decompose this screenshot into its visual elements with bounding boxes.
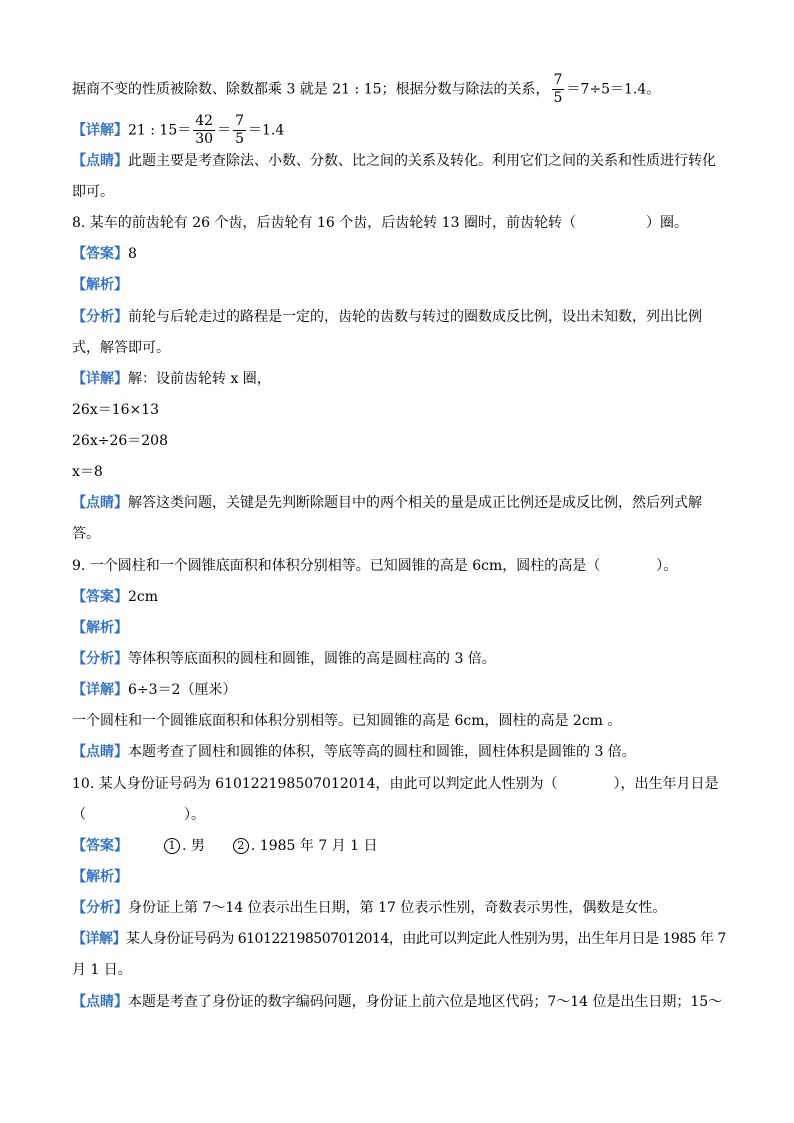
q9-fenxi: 【分析】等体积等底面积的圆柱和圆锥，圆锥的高是圆柱高的 3 倍。 [72,651,496,667]
detail-tag: 【详解】 [72,122,128,139]
comment-tag: 【点睛】 [72,744,128,760]
circled-number-2: 2 [233,838,249,854]
detail-tag: 【详解】 [72,682,128,698]
line-dianjing: 【点睛】此题主要是考查除法、小数、分数、比之间的关系及转化。利用它们之间的关系和性质进行转化 [72,153,716,169]
comment-tag: 【点睛】 [72,495,128,511]
q8-equation-3: x＝8 [72,464,103,480]
text: 据商不变的性质被除数、除数都乘 3 就是 21 : 15；根据分数与除法的关系， [72,81,550,98]
fraction-7-5: $\frac{7}{5}$ [235,113,244,147]
q8-answer: 【答案】8 [72,246,137,262]
line-dianjing-cont: 即可。 [72,184,114,200]
text: ＝7÷5＝1.4。 [566,81,661,98]
q10-xiangjie-cont: 月 1 日。 [72,962,132,978]
question-10-stem-cont: （ ）。 [72,807,205,823]
q8-fenxi: 【分析】前轮与后轮走过的路程是一定的，齿轮的齿数与转过的圈数成反比例，设出未知数，列出比例 [72,309,702,325]
circled-number-1: 1 [164,838,180,854]
question-8-stem: 8. 某车的前齿轮有 26 个齿，后齿轮有 16 个齿，后齿轮转 13 圈时，前齿轮转（ ）圈。 [72,215,688,231]
q8-equation-1: 26x＝16×13 [72,402,160,418]
line-detail-ratio: 【详解】21 : 15＝ $\frac{42}{30}$ ＝ $\frac{7}{5}$ ＝1.4 [72,113,285,147]
q9-analysis-tag: 【解析】 [72,620,128,636]
fenxi-tag: 【分析】 [72,309,128,325]
q9-dianjing: 【点睛】本题考查了圆柱和圆锥的体积，等底等高的圆柱和圆锥，圆柱体积是圆锥的 3 倍。 [72,744,636,760]
fraction-7-5: $\frac{7}{5}$ [553,72,563,106]
q9-answer: 【答案】2cm [72,589,159,605]
comment-tag: 【点睛】 [72,153,128,169]
detail-tag: 【详解】 [72,931,126,947]
line-fraction-relation [72,72,720,107]
answer-tag: 【答案】 [72,838,128,854]
fenxi-tag: 【分析】 [72,900,128,916]
q10-xiangjie: 【详解】某人身份证号码为 610122198507012014，由此可以判定此人性别为男，出生年月日是 1985 年 7 [72,931,726,947]
fraction-42-30: $\frac{42}{30}$ [195,113,214,147]
question-9-stem: 9. 一个圆柱和一个圆锥底面积和体积分别相等。已知圆锥的高是 6cm，圆柱的高是（ ）。 [72,558,678,574]
q10-dianjing: 【点睛】本题是考查了身份证的数字编码问题，身份证上前六位是地区代码；7～14 位是出生日期；15～ [72,994,723,1010]
question-10-stem: 10. 某人身份证号码为 610122198507012014，由此可以判定此人性别为（ ），出生年月日是 [72,776,719,792]
q10-answer: 【答案】 1 . 男 2 . 1985 年 7 月 1 日 [72,838,378,854]
q8-dianjing: 【点睛】解答这类问题，关键是先判断除题目中的两个相关的量是成正比例还是成反比例，然后列式解 [72,495,702,511]
answer-tag: 【答案】 [72,246,128,262]
answer-tag: 【答案】 [72,589,128,605]
q8-equation-2: 26x÷26＝208 [72,433,168,449]
fenxi-tag: 【分析】 [72,651,128,667]
q9-line: 一个圆柱和一个圆锥底面积和体积分别相等。已知圆锥的高是 6cm，圆柱的高是 2cm 。 [72,713,622,729]
q9-xiangjie: 【详解】6÷3＝2（厘米） [72,682,237,698]
comment-tag: 【点睛】 [72,994,128,1010]
q8-dianjing-cont: 答。 [72,526,100,542]
q8-fenxi-cont: 式，解答即可。 [72,340,170,356]
q8-xiangjie: 【详解】解：设前齿轮转 x 圈， [72,371,271,387]
q8-analysis-tag: 【解析】 [72,277,128,293]
detail-tag: 【详解】 [72,371,128,387]
q10-fenxi: 【分析】身份证上第 7～14 位表示出生日期，第 17 位表示性别，奇数表示男性，偶数是女性。 [72,900,667,916]
q10-analysis-tag: 【解析】 [72,869,128,885]
